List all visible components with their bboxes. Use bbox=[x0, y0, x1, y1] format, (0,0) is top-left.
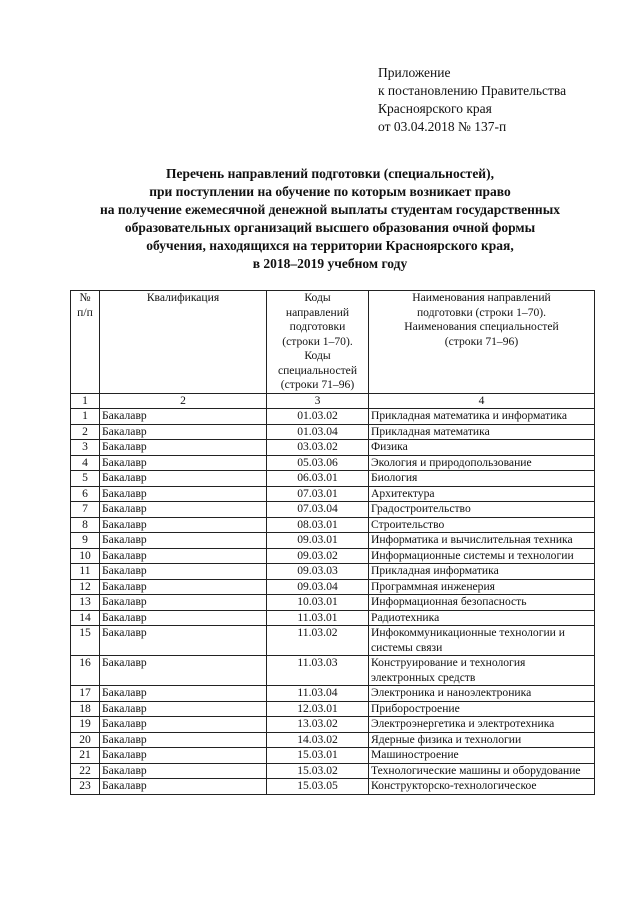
cell-code: 10.03.01 bbox=[267, 595, 369, 611]
cell-qualification: Бакалавр bbox=[100, 424, 267, 440]
appendix-block bbox=[378, 64, 566, 136]
header-text: направлений bbox=[285, 305, 350, 319]
cell-code: 09.03.02 bbox=[267, 548, 369, 564]
cell-name: Биология bbox=[369, 471, 595, 487]
cell-number: 2 bbox=[71, 424, 100, 440]
cell-number: 15 bbox=[71, 626, 100, 656]
cell-qualification: Бакалавр bbox=[100, 440, 267, 456]
cell-code: 11.03.02 bbox=[267, 626, 369, 656]
table-row bbox=[71, 440, 595, 456]
cell-name: Физика bbox=[369, 440, 595, 456]
cell-name: Экология и природопользование bbox=[369, 455, 595, 471]
header-text: Наименования направлений bbox=[412, 291, 551, 304]
header-text: п/п bbox=[77, 305, 93, 319]
header-text: Коды bbox=[304, 349, 331, 362]
appendix-line: от 03.04.2018 № 137-п bbox=[378, 119, 507, 134]
header-text: подготовки (строки 1–70). bbox=[416, 305, 547, 319]
table-row bbox=[71, 763, 595, 779]
cell-qualification: Бакалавр bbox=[100, 548, 267, 564]
cell-name: Радиотехника bbox=[369, 610, 595, 626]
appendix-line: Красноярского края bbox=[378, 101, 492, 116]
cell-number: 22 bbox=[71, 763, 100, 779]
cell-qualification: Бакалавр bbox=[100, 717, 267, 733]
cell-qualification: Бакалавр bbox=[100, 732, 267, 748]
cell-qualification: Бакалавр bbox=[100, 748, 267, 764]
title-line: Перечень направлений подготовки (специальностей), bbox=[166, 166, 494, 181]
table-body bbox=[71, 393, 595, 794]
table-row bbox=[71, 502, 595, 518]
table-row bbox=[71, 533, 595, 549]
table-row bbox=[71, 579, 595, 595]
table-row bbox=[71, 701, 595, 717]
table-row bbox=[71, 717, 595, 733]
cell-name: Прикладная математика bbox=[369, 424, 595, 440]
cell-qualification: Бакалавр bbox=[100, 502, 267, 518]
cell-qualification: Бакалавр bbox=[100, 486, 267, 502]
header-text: подготовки bbox=[289, 320, 346, 333]
directions-table bbox=[70, 290, 595, 795]
cell-number: 10 bbox=[71, 548, 100, 564]
cell-qualification: Бакалавр bbox=[100, 686, 267, 702]
cell-code: 01.03.02 bbox=[267, 409, 369, 425]
table-row bbox=[71, 409, 595, 425]
cell-number: 3 bbox=[71, 440, 100, 456]
cell-number: 23 bbox=[71, 779, 100, 795]
cell-number: 8 bbox=[71, 517, 100, 533]
cell-name: Машиностроение bbox=[369, 748, 595, 764]
table-row bbox=[71, 455, 595, 471]
table-row bbox=[71, 748, 595, 764]
cell-code: 12.03.01 bbox=[267, 701, 369, 717]
cell-code: 15.03.05 bbox=[267, 779, 369, 795]
cell-code: 06.03.01 bbox=[267, 471, 369, 487]
cell-name: Градостроительство bbox=[369, 502, 595, 518]
cell-name: Инфокоммуникационные технологии и системы связи bbox=[369, 626, 595, 656]
table-row bbox=[71, 686, 595, 702]
column-number-row bbox=[71, 393, 595, 409]
header-codes bbox=[267, 291, 369, 394]
cell-qualification: Бакалавр bbox=[100, 656, 267, 686]
table-header-row bbox=[71, 291, 595, 394]
cell-name: Архитектура bbox=[369, 486, 595, 502]
cell-code: 11.03.04 bbox=[267, 686, 369, 702]
table-row bbox=[71, 610, 595, 626]
cell-code: 08.03.01 bbox=[267, 517, 369, 533]
cell-number: 5 bbox=[71, 471, 100, 487]
cell-qualification: Бакалавр bbox=[100, 595, 267, 611]
header-qualification bbox=[100, 291, 267, 394]
table-row bbox=[71, 548, 595, 564]
cell-number: 20 bbox=[71, 732, 100, 748]
title-line: на получение ежемесячной денежной выплаты студентам государственных bbox=[100, 202, 560, 217]
cell-code: 13.03.02 bbox=[267, 717, 369, 733]
cell-code: 15.03.02 bbox=[267, 763, 369, 779]
header-text: № bbox=[79, 291, 91, 304]
cell-qualification: Бакалавр bbox=[100, 409, 267, 425]
header-text: (строки 1–70). bbox=[282, 334, 353, 348]
header-text: Наименования специальностей bbox=[404, 320, 559, 333]
appendix-line: Приложение bbox=[378, 65, 451, 80]
cell-number: 17 bbox=[71, 686, 100, 702]
cell-qualification: Бакалавр bbox=[100, 701, 267, 717]
cell-name: Программная инженерия bbox=[369, 579, 595, 595]
cell-name: Информатика и вычислительная техника bbox=[369, 533, 595, 549]
table-row bbox=[71, 732, 595, 748]
header-text: (строки 71–96) bbox=[444, 334, 519, 348]
cell-name: Конструирование и технология электронных средств bbox=[369, 656, 595, 686]
cell-name: Информационная безопасность bbox=[369, 595, 595, 611]
cell-name: Электроэнергетика и электротехника bbox=[369, 717, 595, 733]
table-row bbox=[71, 595, 595, 611]
cell-name: Электроника и наноэлектроника bbox=[369, 686, 595, 702]
cell-code: 09.03.01 bbox=[267, 533, 369, 549]
cell-number: 4 bbox=[71, 455, 100, 471]
table-row bbox=[71, 564, 595, 580]
column-number: 3 bbox=[267, 393, 369, 409]
cell-code: 01.03.04 bbox=[267, 424, 369, 440]
cell-number: 1 bbox=[71, 409, 100, 425]
cell-qualification: Бакалавр bbox=[100, 610, 267, 626]
table-row bbox=[71, 626, 595, 656]
table-row bbox=[71, 656, 595, 686]
cell-qualification: Бакалавр bbox=[100, 626, 267, 656]
title-line: при поступлении на обучение по которым возникает право bbox=[149, 184, 511, 199]
header-text: (строки 71–96) bbox=[280, 378, 355, 391]
cell-name: Конструкторско-технологическое bbox=[369, 779, 595, 795]
cell-qualification: Бакалавр bbox=[100, 455, 267, 471]
cell-code: 11.03.01 bbox=[267, 610, 369, 626]
cell-qualification: Бакалавр bbox=[100, 779, 267, 795]
cell-number: 14 bbox=[71, 610, 100, 626]
cell-code: 03.03.02 bbox=[267, 440, 369, 456]
title-line: в 2018–2019 учебном году bbox=[252, 256, 408, 271]
title-line: образовательных организаций высшего образования очной формы bbox=[124, 220, 536, 235]
cell-name: Прикладная математика и информатика bbox=[369, 409, 595, 425]
table-row bbox=[71, 517, 595, 533]
cell-qualification: Бакалавр bbox=[100, 763, 267, 779]
cell-number: 9 bbox=[71, 533, 100, 549]
cell-code: 09.03.04 bbox=[267, 579, 369, 595]
cell-name: Приборостроение bbox=[369, 701, 595, 717]
title-line: обучения, находящихся на территории Красноярского края, bbox=[146, 238, 514, 253]
cell-number: 11 bbox=[71, 564, 100, 580]
table-row bbox=[71, 779, 595, 795]
column-number: 1 bbox=[71, 393, 100, 409]
cell-number: 13 bbox=[71, 595, 100, 611]
cell-number: 7 bbox=[71, 502, 100, 518]
header-text: Квалификация bbox=[146, 291, 220, 304]
column-number: 2 bbox=[100, 393, 267, 409]
cell-name: Строительство bbox=[369, 517, 595, 533]
cell-code: 15.03.01 bbox=[267, 748, 369, 764]
header-text: Коды bbox=[304, 291, 331, 304]
cell-code: 11.03.03 bbox=[267, 656, 369, 686]
cell-qualification: Бакалавр bbox=[100, 533, 267, 549]
table-row bbox=[71, 471, 595, 487]
cell-number: 21 bbox=[71, 748, 100, 764]
cell-number: 19 bbox=[71, 717, 100, 733]
cell-name: Ядерные физика и технологии bbox=[369, 732, 595, 748]
cell-number: 16 bbox=[71, 656, 100, 686]
table-row bbox=[71, 424, 595, 440]
cell-code: 05.03.06 bbox=[267, 455, 369, 471]
document-title bbox=[40, 165, 620, 273]
header-number bbox=[71, 291, 100, 394]
cell-number: 6 bbox=[71, 486, 100, 502]
cell-number: 12 bbox=[71, 579, 100, 595]
cell-code: 14.03.02 bbox=[267, 732, 369, 748]
column-number: 4 bbox=[369, 393, 595, 409]
table-row bbox=[71, 486, 595, 502]
cell-code: 07.03.01 bbox=[267, 486, 369, 502]
cell-qualification: Бакалавр bbox=[100, 471, 267, 487]
header-names bbox=[369, 291, 595, 394]
header-text: специальностей bbox=[277, 363, 358, 377]
cell-code: 09.03.03 bbox=[267, 564, 369, 580]
cell-name: Прикладная информатика bbox=[369, 564, 595, 580]
cell-code: 07.03.04 bbox=[267, 502, 369, 518]
cell-name: Технологические машины и оборудование bbox=[369, 763, 595, 779]
cell-name: Информационные системы и технологии bbox=[369, 548, 595, 564]
cell-qualification: Бакалавр bbox=[100, 564, 267, 580]
appendix-line: к постановлению Правительства bbox=[378, 83, 567, 98]
cell-qualification: Бакалавр bbox=[100, 517, 267, 533]
cell-qualification: Бакалавр bbox=[100, 579, 267, 595]
cell-number: 18 bbox=[71, 701, 100, 717]
